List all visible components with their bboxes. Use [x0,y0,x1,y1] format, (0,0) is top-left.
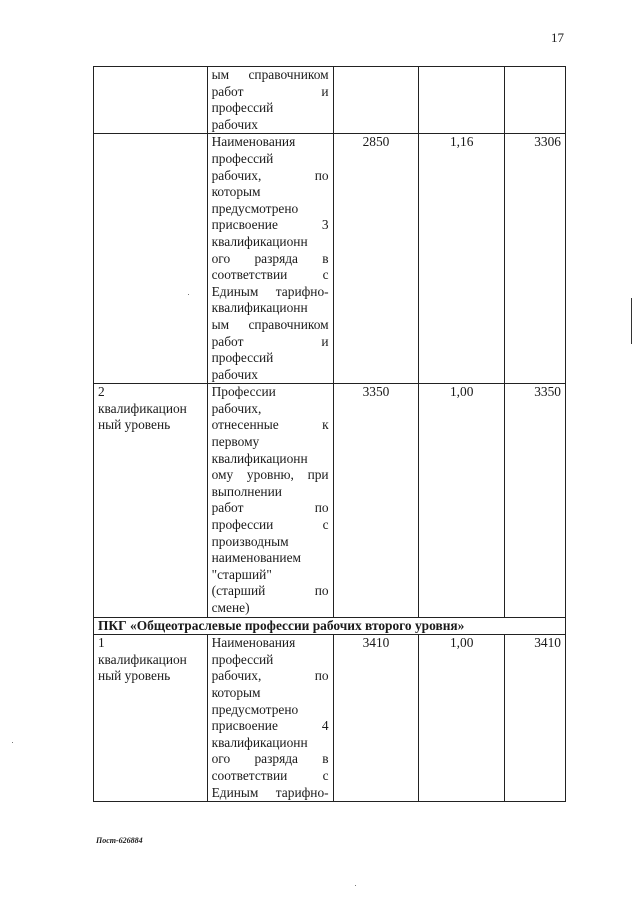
profession-description-text: ому уровню, при [211,467,329,483]
profession-description-text: рабочих, по [211,167,329,183]
qualification-level-cell [94,134,208,384]
qualification-level-text: 1 [98,635,105,651]
profession-description-cell [207,67,333,134]
document-code: Пост-626884 [96,836,143,845]
profession-description-text: Наименования [211,134,296,150]
profession-description-text: (старший по [211,583,329,599]
profession-description-cell [207,384,333,617]
scan-speck [355,885,356,886]
profession-description-text: производным [211,533,289,549]
profession-description-text: присвоение 3 [211,217,329,233]
base-rate-cell: 3350 [333,384,419,617]
profession-description-text: рабочих [211,366,259,382]
profession-description-text: которым [211,184,261,200]
coefficient-cell [419,67,505,134]
profession-description-text: профессий [211,150,274,166]
profession-description-text: работ по [211,500,329,516]
profession-description-text: ого разряда в [211,751,329,767]
profession-description-text: соответствии с [211,267,329,283]
table-row [94,384,566,617]
profession-description-text: первому [211,434,260,450]
salary-table [93,66,566,802]
base-rate-cell [333,67,419,134]
profession-description-text: Единым тарифно- [211,283,329,299]
qualification-level-text: ный уровень [98,668,171,684]
profession-description-text: отнесенные к [211,417,329,433]
salary-cell: 3350 [505,384,566,617]
profession-description-text: работ и [211,333,329,349]
profession-description-text: смене) [211,600,250,615]
page-number: 17 [551,30,564,45]
table-row [94,67,566,134]
qualification-level-text: 2 [98,384,105,400]
scan-speck [188,294,189,295]
table-row [94,635,566,802]
profession-description-text: профессий [211,100,274,116]
profession-description-text: ым справочником [211,316,329,332]
table-body [94,67,566,802]
qualification-level-cell [94,635,208,802]
base-rate-cell: 2850 [333,134,419,384]
qualification-level-cell [94,67,208,134]
salary-cell [505,67,566,134]
profession-description-text: профессии с [211,517,329,533]
profession-description-cell [207,635,333,802]
profession-description-text: рабочих, по [211,668,329,684]
coefficient-cell: 1,16 [419,134,505,384]
profession-description-text: Единым тарифно- [211,784,329,800]
section-header-row [94,617,566,635]
profession-description-text: работ и [211,83,329,99]
table-row [94,134,566,384]
profession-description-cell [207,134,333,384]
salary-cell: 3410 [505,635,566,802]
profession-description-text: рабочих [211,116,259,132]
profession-description-text: наименованием [211,550,302,566]
coefficient-cell: 1,00 [419,635,505,802]
profession-description-text: Профессии [211,384,276,400]
profession-description-text: квалификационн [211,734,308,750]
qualification-level-text: квалификацион [98,651,187,667]
profession-description-text: Наименования [211,635,296,651]
qualification-level-cell [94,384,208,617]
profession-description-text: квалификационн [211,233,308,249]
qualification-level-text: ный уровень [98,417,171,433]
margin-scan-mark [631,298,632,344]
profession-description-text: рабочих, [211,400,262,416]
salary-cell: 3306 [505,134,566,384]
profession-description-text: выполнении [211,483,282,499]
scan-speck [12,742,13,743]
profession-description-text: профессий [211,350,274,366]
profession-description-text: "старший" [211,566,272,582]
coefficient-cell: 1,00 [419,384,505,617]
profession-description-text: соответствии с [211,767,329,783]
profession-description-text: присвоение 4 [211,718,329,734]
profession-description-text: профессий [211,651,274,667]
profession-description-text: предусмотрено [211,701,299,717]
profession-description-text: квалификационн [211,450,308,466]
professional-group-title: ПКГ «Общеотраслевые профессии рабочих второго уровня» [94,617,566,635]
base-rate-cell: 3410 [333,635,419,802]
profession-description-text: ого разряда в [211,250,329,266]
qualification-level-text: квалификацион [98,400,187,416]
profession-description-text: квалификационн [211,300,308,316]
profession-description-text: предусмотрено [211,200,299,216]
profession-description-text: которым [211,684,261,700]
profession-description-text: ым справочником [211,67,329,82]
